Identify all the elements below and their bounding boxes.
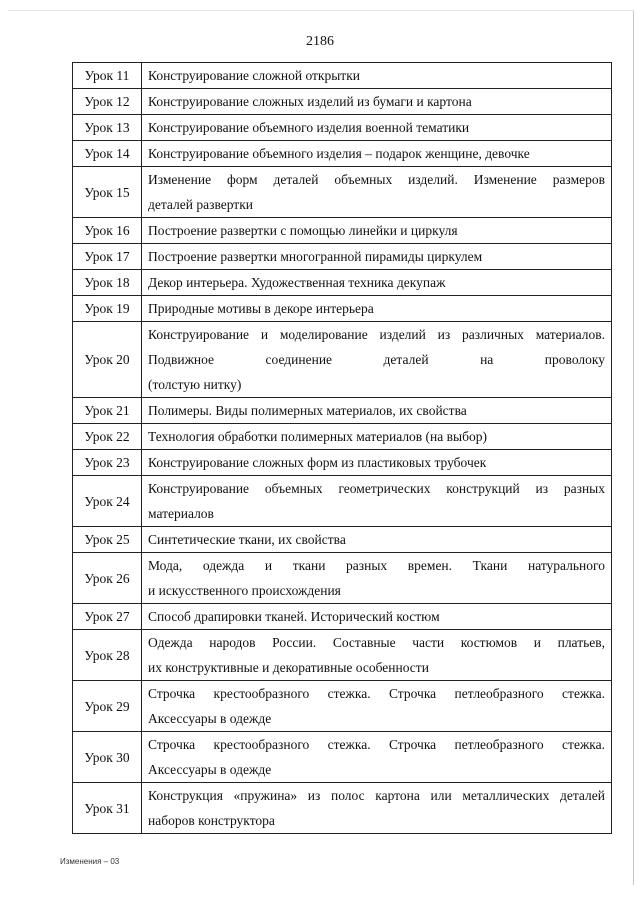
topic-line: материалов	[148, 506, 214, 521]
lesson-topic	[142, 398, 612, 424]
topic-line: Конструирование сложных изделий из бумаги и картона	[148, 94, 472, 109]
table-row	[73, 476, 612, 527]
lesson-topic	[142, 115, 612, 141]
lesson-topic	[142, 783, 612, 834]
table-row	[73, 296, 612, 322]
lesson-topic	[142, 604, 612, 630]
lesson-number: Урок 14	[73, 141, 142, 167]
topic-line: Конструкция «пружина» из полос картона или металлических деталей	[148, 788, 605, 803]
topic-line: Конструирование объемных геометрических конструкций из разных	[148, 481, 605, 496]
lesson-number: Урок 20	[73, 322, 142, 398]
table-row	[73, 450, 612, 476]
lesson-number: Урок 19	[73, 296, 142, 322]
lesson-topic	[142, 141, 612, 167]
table-row	[73, 553, 612, 604]
topic-line: Строчка крестообразного стежка. Строчка петлеобразного стежка.	[148, 686, 605, 701]
table-row	[73, 63, 612, 89]
topic-line: Аксессуары в одежде	[148, 711, 272, 726]
table-row	[73, 732, 612, 783]
topic-line: Подвижное соединение деталей на проволоку	[148, 352, 605, 367]
table-row	[73, 630, 612, 681]
table-row	[73, 398, 612, 424]
topic-line: Конструирование объемного изделия военной тематики	[148, 120, 470, 135]
lesson-number: Урок 27	[73, 604, 142, 630]
lesson-topic	[142, 476, 612, 527]
lesson-number: Урок 16	[73, 218, 142, 244]
topic-line: Синтетические ткани, их свойства	[148, 532, 346, 547]
table-row	[73, 681, 612, 732]
lesson-number: Урок 21	[73, 398, 142, 424]
lesson-topic	[142, 89, 612, 115]
lesson-topic	[142, 553, 612, 604]
topic-line: деталей развертки	[148, 197, 253, 212]
lesson-number: Урок 25	[73, 527, 142, 553]
lesson-topic	[142, 218, 612, 244]
topic-line: наборов конструктора	[148, 813, 275, 828]
lesson-topic	[142, 681, 612, 732]
topic-line: Природные мотивы в декоре интерьера	[148, 301, 374, 316]
lesson-topic	[142, 424, 612, 450]
lesson-topic	[142, 244, 612, 270]
topic-line: Построение развертки с помощью линейки и циркуля	[148, 223, 458, 238]
table-row	[73, 167, 612, 218]
table-row	[73, 141, 612, 167]
lesson-number: Урок 23	[73, 450, 142, 476]
table-row	[73, 604, 612, 630]
topic-line: их конструктивные и декоративные особенности	[148, 660, 429, 675]
lesson-topic	[142, 270, 612, 296]
lesson-number: Урок 29	[73, 681, 142, 732]
topic-line: Построение развертки многогранной пирамиды циркулем	[148, 249, 483, 264]
lesson-number: Урок 11	[73, 63, 142, 89]
page-number: 2186	[306, 34, 334, 49]
lesson-topic	[142, 322, 612, 398]
lesson-number: Урок 18	[73, 270, 142, 296]
table-row	[73, 89, 612, 115]
topic-line: Декор интерьера. Художественная техника декупаж	[148, 275, 446, 290]
topic-line: Конструирование сложных форм из пластиковых трубочек	[148, 455, 487, 470]
topic-line: Конструирование сложной открытки	[148, 68, 360, 83]
topic-line: Технология обработки полимерных материалов (на выбор)	[148, 429, 487, 444]
table-row	[73, 218, 612, 244]
topic-line: Способ драпировки тканей. Исторический костюм	[148, 609, 440, 624]
topic-line: (толстую нитку)	[148, 377, 242, 392]
lesson-number: Урок 24	[73, 476, 142, 527]
lesson-number: Урок 26	[73, 553, 142, 604]
lesson-number: Урок 28	[73, 630, 142, 681]
table-row	[73, 783, 612, 834]
lesson-number: Урок 22	[73, 424, 142, 450]
lesson-topic	[142, 167, 612, 218]
topic-line: Полимеры. Виды полимерных материалов, их свойства	[148, 403, 467, 418]
lesson-number: Урок 17	[73, 244, 142, 270]
topic-line: Одежда народов России. Составные части костюмов и платьев,	[148, 635, 605, 650]
lesson-number: Урок 13	[73, 115, 142, 141]
table-row	[73, 322, 612, 398]
lesson-number: Урок 30	[73, 732, 142, 783]
lesson-number: Урок 12	[73, 89, 142, 115]
lesson-number: Урок 15	[73, 167, 142, 218]
topic-line: Конструирование объемного изделия – подарок женщине, девочке	[148, 146, 530, 161]
lesson-topic	[142, 732, 612, 783]
lesson-topic	[142, 527, 612, 553]
lesson-topic	[142, 63, 612, 89]
table-row	[73, 115, 612, 141]
topic-line: и искусственного происхождения	[148, 583, 341, 598]
lesson-topic	[142, 450, 612, 476]
topic-line: Конструирование и моделирование изделий из различных материалов.	[148, 327, 605, 342]
lesson-topic	[142, 630, 612, 681]
table-row	[73, 527, 612, 553]
topic-line: Мода, одежда и ткани разных времен. Ткани натурального	[148, 558, 605, 573]
table-row	[73, 244, 612, 270]
lessons-table	[72, 62, 612, 834]
topic-line: Изменение форм деталей объемных изделий. Изменение размеров	[148, 172, 605, 187]
topic-line: Строчка крестообразного стежка. Строчка петлеобразного стежка.	[148, 737, 605, 752]
table-row	[73, 270, 612, 296]
footer-note: Изменения – 03	[60, 857, 120, 866]
lesson-number: Урок 31	[73, 783, 142, 834]
table-row	[73, 424, 612, 450]
lesson-topic	[142, 296, 612, 322]
topic-line: Аксессуары в одежде	[148, 762, 272, 777]
